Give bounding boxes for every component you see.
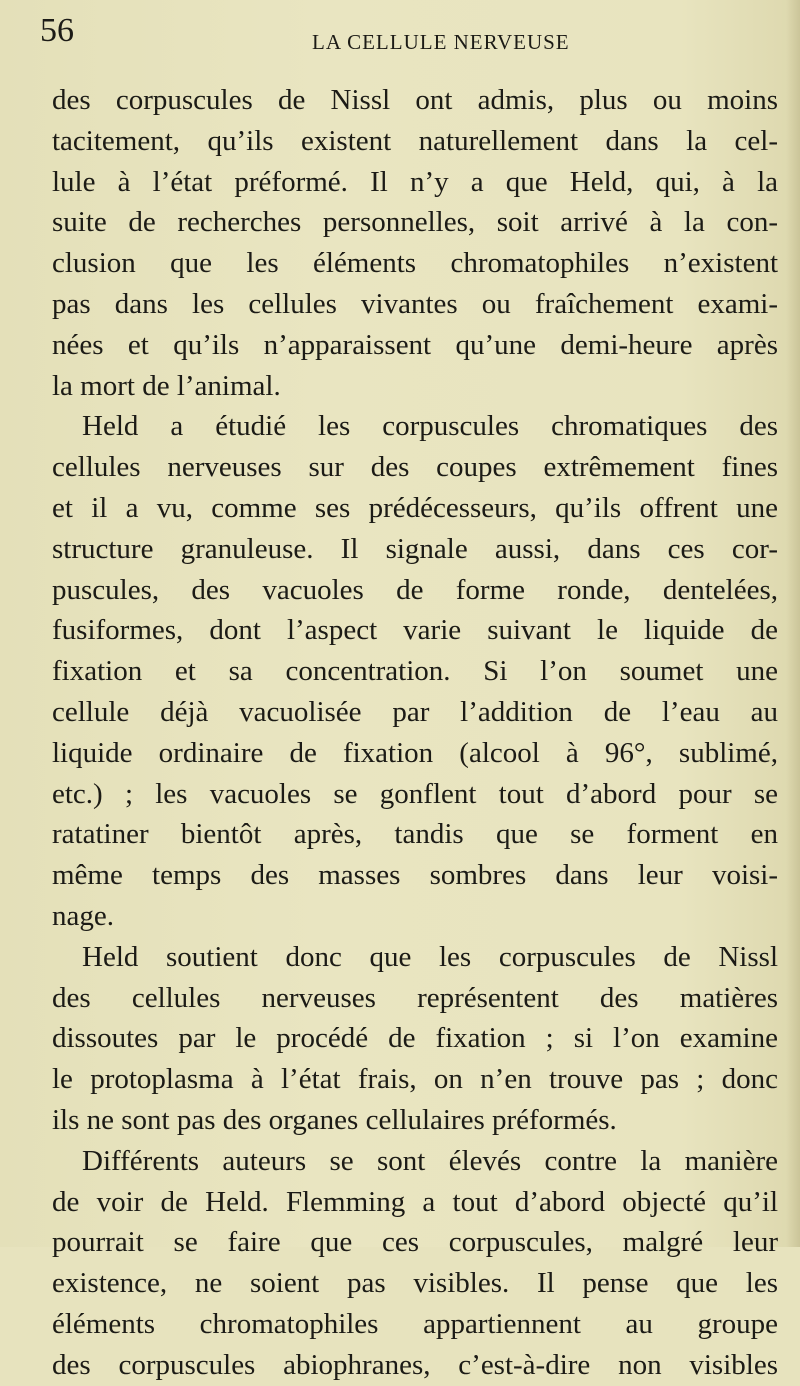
- page-number: 56: [40, 12, 74, 49]
- text-line: etc.) ; les vacuoles se gonflent tout d’abord pour se: [52, 777, 778, 810]
- running-head: LA CELLULE NERVEUSE: [312, 30, 570, 54]
- text-line: nées et qu’ils n’apparaissent qu’une demi-heure après: [52, 328, 778, 361]
- text-line: nage.: [52, 899, 114, 932]
- text-line: Held a étudié les corpuscules chromatiques des: [82, 410, 778, 443]
- text-line: la mort de l’animal.: [52, 369, 281, 402]
- text-line: cellule déjà vacuolisée par l’addition de l’eau au: [52, 695, 778, 728]
- page-edge-shadow: [786, 0, 800, 1247]
- text-line: clusion que les éléments chromatophiles n’existent: [52, 247, 778, 280]
- text-line: et il a vu, comme ses prédécesseurs, qu’ils offrent une: [52, 491, 778, 524]
- text-line: cellules nerveuses sur des coupes extrêmement fines: [52, 451, 778, 484]
- text-line: des corpuscules abiophranes, c’est-à-dire non visibles: [52, 1348, 778, 1381]
- body-text: [52, 80, 778, 1386]
- text-line: liquide ordinaire de fixation (alcool à 96°, sublimé,: [52, 736, 778, 769]
- text-line: suite de recherches personnelles, soit arrivé à la con-: [52, 206, 778, 239]
- text-line: même temps des masses sombres dans leur voisi-: [52, 859, 778, 892]
- text-line: Held soutient donc que les corpuscules de Nissl: [82, 940, 778, 973]
- text-line: fusiformes, dont l’aspect varie suivant le liquide de: [52, 614, 778, 647]
- text-line: des corpuscules de Nissl ont admis, plus ou moins: [52, 84, 778, 116]
- text-line: de voir de Held. Flemming a tout d’abord objecté qu’il: [52, 1185, 778, 1218]
- text-line: dissoutes par le procédé de fixation ; si l’on examine: [52, 1022, 778, 1055]
- text-line: tacitement, qu’ils existent naturellement dans la cel-: [52, 124, 778, 157]
- text-line: ratatiner bientôt après, tandis que se forment en: [52, 818, 778, 851]
- text-line: lule à l’état préformé. Il n’y a que Held, qui, à la: [52, 165, 778, 198]
- text-line: le protoplasma à l’état frais, on n’en trouve pas ; donc: [52, 1063, 778, 1096]
- text-line: pas dans les cellules vivantes ou fraîchement exami-: [52, 287, 778, 320]
- page-header: [40, 12, 780, 52]
- text-line: structure granuleuse. Il signale aussi, dans ces cor-: [52, 532, 778, 565]
- text-line: ils ne sont pas des organes cellulaires préformés.: [52, 1103, 617, 1136]
- text-line: existence, ne soient pas visibles. Il pense que les: [52, 1267, 778, 1300]
- text-line: éléments chromatophiles appartiennent au groupe: [52, 1307, 778, 1340]
- text-line: des cellules nerveuses représentent des matières: [52, 981, 778, 1014]
- text-line: pourrait se faire que ces corpuscules, malgré leur: [52, 1226, 778, 1259]
- text-line: fixation et sa concentration. Si l’on soumet une: [52, 655, 778, 688]
- text-line: puscules, des vacuoles de forme ronde, dentelées,: [52, 573, 778, 606]
- text-line: Différents auteurs se sont élevés contre la manière: [82, 1144, 778, 1177]
